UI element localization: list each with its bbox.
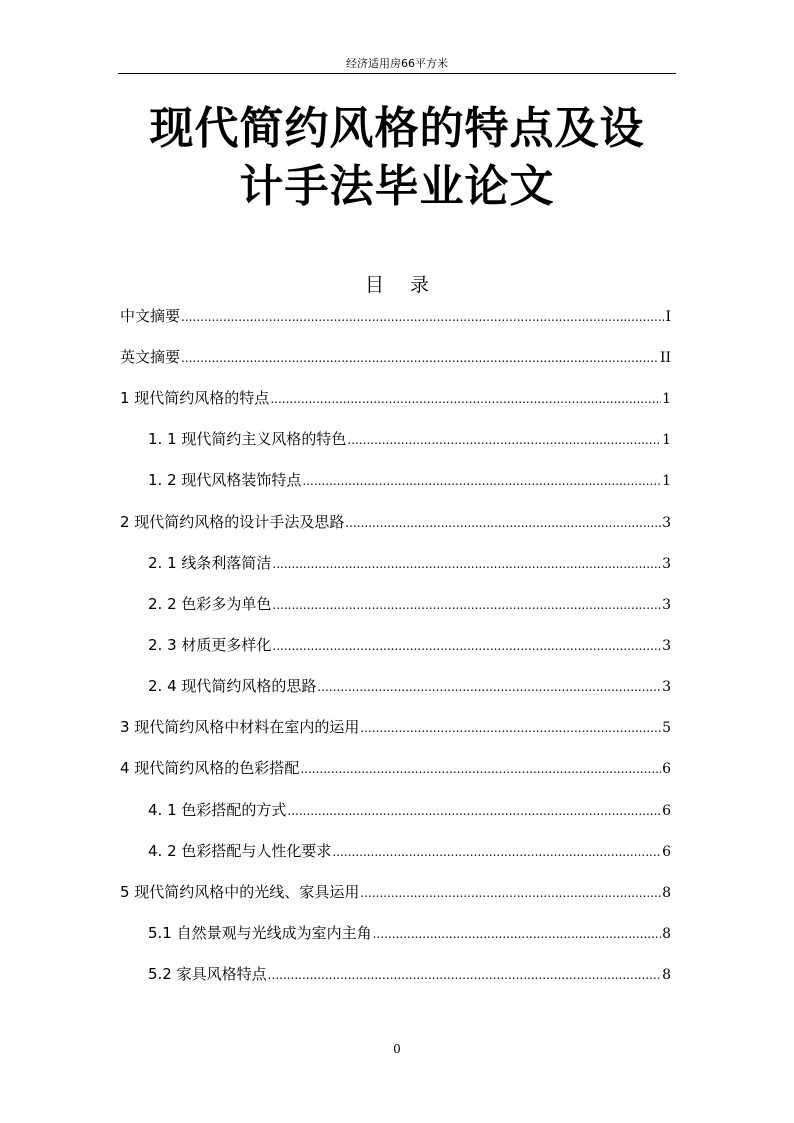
toc-leader-dots xyxy=(181,310,664,324)
toc-entry-page: 1 xyxy=(662,473,671,489)
toc-entry-abstract-cn[interactable] xyxy=(120,305,671,331)
toc-leader-dots xyxy=(317,680,661,694)
header-divider xyxy=(118,73,676,74)
toc-entry-abstract-en[interactable] xyxy=(120,346,671,372)
toc-entry-page: 1 xyxy=(662,432,671,448)
toc-entry-label: 1. 2 现代风格装饰特点 xyxy=(148,471,302,489)
toc-heading xyxy=(0,270,794,297)
toc-entry-chapter-2[interactable] xyxy=(120,511,671,537)
toc-entry-page: 3 xyxy=(662,597,671,613)
toc-entry-label: 5 现代简约风格中的光线、家具运用 xyxy=(120,883,360,901)
toc-entry-label: 2. 3 材质更多样化 xyxy=(148,636,272,654)
toc-leader-dots xyxy=(360,886,661,900)
toc-entry-label: 4. 2 色彩搭配与人性化要求 xyxy=(148,842,332,860)
toc-leader-dots xyxy=(181,351,659,365)
toc-leader-dots xyxy=(360,721,661,735)
page-number: 0 xyxy=(393,1042,401,1056)
toc-entry-label: 4. 1 色彩搭配的方式 xyxy=(148,801,287,819)
toc-leader-dots xyxy=(373,927,661,941)
toc-leader-dots xyxy=(287,804,661,818)
toc-entry-section-2-3[interactable] xyxy=(148,634,671,660)
toc-leader-dots xyxy=(302,474,661,488)
toc-leader-dots xyxy=(300,762,661,776)
toc-entry-page: 3 xyxy=(662,638,671,654)
toc-entry-section-2-1[interactable] xyxy=(148,552,671,578)
toc-entry-label: 1 现代简约风格的特点 xyxy=(120,389,270,407)
toc-leader-dots xyxy=(270,392,661,406)
toc-leader-dots xyxy=(272,557,661,571)
toc-entry-label: 2 现代简约风格的设计手法及思路 xyxy=(120,513,345,531)
toc-entry-section-4-1[interactable] xyxy=(148,799,671,825)
toc-entry-page: 5 xyxy=(662,720,671,736)
toc-entry-page: 6 xyxy=(662,844,671,860)
toc-leader-dots xyxy=(345,516,661,530)
toc-leader-dots xyxy=(332,845,661,859)
toc-heading-char-1: 目 xyxy=(364,274,384,296)
toc-entry-label: 3 现代简约风格中材料在室内的运用 xyxy=(120,718,360,736)
toc-entry-page: 1 xyxy=(662,391,671,407)
toc-entry-page: I xyxy=(665,309,671,325)
toc-leader-dots xyxy=(268,968,661,982)
toc-entry-page: 6 xyxy=(662,761,671,777)
toc-entry-chapter-1[interactable] xyxy=(120,387,671,413)
toc-entry-label: 5.1 自然景观与光线成为室内主角 xyxy=(148,924,372,942)
toc-entry-section-4-2[interactable] xyxy=(148,840,671,866)
toc-entry-page: 6 xyxy=(662,803,671,819)
toc-leader-dots xyxy=(272,639,661,653)
toc-entry-label: 5.2 家具风格特点 xyxy=(148,965,267,983)
toc-entry-section-5-2[interactable] xyxy=(148,963,671,989)
title-line-1: 现代简约风格的特点及设 xyxy=(149,103,645,154)
toc-entry-label: 2. 1 线条利落简洁 xyxy=(148,554,272,572)
toc-heading-char-2: 录 xyxy=(410,274,430,296)
toc-entry-page: 8 xyxy=(662,885,671,901)
toc-entry-page: 8 xyxy=(662,926,671,942)
toc-entry-page: II xyxy=(659,350,671,366)
toc-entry-label: 英文摘要 xyxy=(120,348,181,366)
toc-leader-dots xyxy=(347,433,661,447)
toc-entry-chapter-3[interactable] xyxy=(120,716,671,742)
toc-entry-label: 2. 2 色彩多为单色 xyxy=(148,595,272,613)
toc-entry-page: 3 xyxy=(662,679,671,695)
toc-entry-chapter-5[interactable] xyxy=(120,881,671,907)
toc-entry-section-5-1[interactable] xyxy=(148,922,671,948)
toc-entry-page: 3 xyxy=(662,515,671,531)
toc-entry-page: 8 xyxy=(662,967,671,983)
toc-entry-label: 中文摘要 xyxy=(120,307,181,325)
toc-entry-label: 4 现代简约风格的色彩搭配 xyxy=(120,759,300,777)
document-title xyxy=(100,100,694,216)
toc-entry-chapter-4[interactable] xyxy=(120,757,671,783)
title-line-2: 计手法毕业论文 xyxy=(239,161,555,212)
toc-entry-section-1-1[interactable] xyxy=(148,428,671,454)
toc-leader-dots xyxy=(272,598,661,612)
toc-entry-section-1-2[interactable] xyxy=(148,469,671,495)
toc-entry-section-2-4[interactable] xyxy=(148,675,671,701)
toc-entry-label: 2. 4 现代简约风格的思路 xyxy=(148,677,317,695)
toc-entry-page: 3 xyxy=(662,556,671,572)
toc-entry-section-2-2[interactable] xyxy=(148,593,671,619)
running-header: 经济适用房66平方米 xyxy=(346,57,448,70)
toc-entry-label: 1. 1 现代简约主义风格的特色 xyxy=(148,430,347,448)
